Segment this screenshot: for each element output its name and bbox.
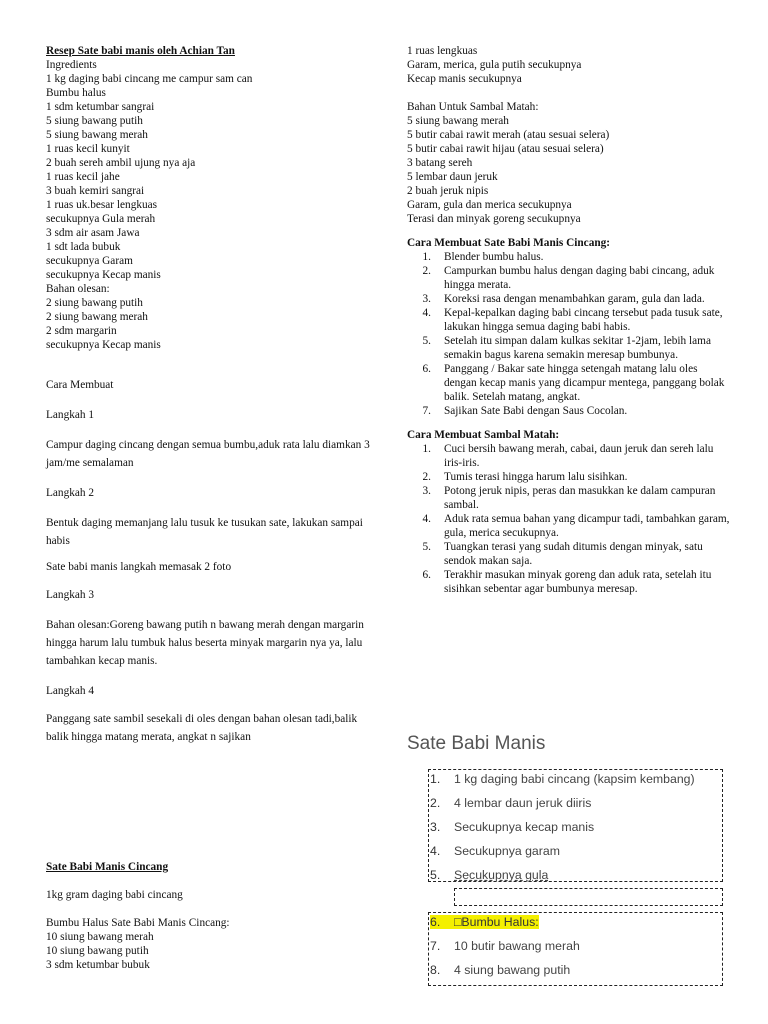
sambal-step: 1. Cuci bersih bawang merah, cabai, daun jeruk dan sereh lalu iris-iris. [422,443,714,469]
step-1-text: Campur daging cincang dengan semua bumbu,aduk rata lalu diamkan 3 jam/me semalaman [46,439,370,469]
ingredient-line: 2 siung bawang merah [46,311,148,323]
web-snippet-title: Sate Babi Manis [407,733,546,754]
bumbu-line: Bumbu Halus Sate Babi Manis Cincang: [46,917,230,929]
sambal-line: Garam, gula dan merica secukupnya [407,199,572,211]
ingredient-line: secukupnya Garam [46,255,133,267]
ingredient-line: 2 buah sereh ambil ujung nya aja [46,157,196,169]
step-1-title: Langkah 1 [46,409,94,421]
web-list-item-highlighted: 6. □Bumbu Halus: [430,915,539,929]
ingredient-line: 3 sdm air asam Jawa [46,227,140,239]
step-3-text: Bahan olesan:Goreng bawang putih n bawang merah dengan margarin hingga harum lalu tumbuk halus beserta minyak margarin nya ya, lalu tambahkan kecap manis. [46,619,364,667]
sambal-line: Terasi dan minyak goreng secukupnya [407,213,581,225]
web-list-item: 2. 4 lembar daun jeruk diiris [430,796,592,810]
web-list-item: 7. 10 butir bawang merah [430,939,580,953]
step-3-title: Langkah 3 [46,589,94,601]
ingredient-line: Garam, merica, gula putih secukupnya [407,59,582,71]
web-list-item: 8. 4 siung bawang putih [430,963,571,977]
sambal-step: 2. Tumis terasi hingga harum lalu sisihkan. [422,471,628,483]
web-list-item: 1. 1 kg daging babi cincang (kapsim kembang) [430,772,695,786]
bumbu-line: 3 sdm ketumbar bubuk [46,959,150,971]
section-2-title: Sate Babi Manis Cincang [46,861,169,873]
web-list-item: 3. Secukupnya kecap manis [430,820,595,834]
sate-method-heading: Cara Membuat Sate Babi Manis Cincang: [407,237,611,249]
ingredient-line: Bumbu halus [46,87,106,99]
section-2-meat: 1kg gram daging babi cincang [46,889,183,901]
ingredient-line: 1 ruas lengkuas [407,45,478,57]
ingredient-line: 5 siung bawang merah [46,129,148,141]
ingredient-list [46,58,376,352]
sambal-step: 3. Potong jeruk nipis, peras dan masukkan ke dalam campuran sambal. [422,485,716,511]
ingredient-line: 1 ruas kecil kunyit [46,143,130,155]
ingredient-line: Bahan olesan: [46,283,110,295]
sate-step: 2. Campurkan bumbu halus dengan daging babi cincang, aduk hingga merata. [422,265,715,291]
recipe-title: Resep Sate babi manis oleh Achian Tan [46,45,235,57]
photo-caption: Sate babi manis langkah memasak 2 foto [46,561,232,573]
sambal-line: 2 buah jeruk nipis [407,185,489,197]
sambal-step: 5. Tuangkan terasi yang sudah ditumis dengan minyak, satu sendok makan saja. [422,541,703,567]
bumbu-line: 10 siung bawang merah [46,931,154,943]
bumbu-line: 10 siung bawang putih [46,945,149,957]
sate-step: 4. Kepal-kepalkan daging babi cincang tersebut pada tusuk sate, lakukan hingga semua daging babi habis. [422,307,723,333]
step-4-text: Panggang sate sambil sesekali di oles dengan bahan olesan tadi,balik balik hingga matang merata, angkat n sajikan [46,713,358,743]
ingredient-line: 5 siung bawang putih [46,115,143,127]
web-list-item: 5. Secukupnya gula [430,868,549,882]
ingredient-line: 3 buah kemiri sangrai [46,185,145,197]
sate-method-steps [407,250,732,418]
step-4-title: Langkah 4 [46,685,94,697]
sambal-step: 4. Aduk rata semua bahan yang dicampur tadi, tambahkan garam, gula, merica secukupnya. [422,513,730,539]
ingredient-line: 1 ruas uk.besar lengkuas [46,199,158,211]
ingredient-line: 1 kg daging babi cincang me campur sam can [46,73,253,85]
ingredient-line: 1 ruas kecil jahe [46,171,120,183]
dashed-box [454,888,723,906]
method-title: Cara Membuat [46,379,114,391]
step-2-title: Langkah 2 [46,487,94,499]
sambal-line: 5 butir cabai rawit hijau (atau sesuai selera) [407,143,604,155]
step-2-text: Bentuk daging memanjang lalu tusuk ke tusukan sate, lakukan sampai habis [46,517,363,547]
web-list-item: 4. Secukupnya garam [430,844,560,858]
sambal-line: 5 butir cabai rawit merah (atau sesuai selera) [407,129,610,141]
sambal-method-heading: Cara Membuat Sambal Matah: [407,429,560,441]
sambal-line: 5 lembar daun jeruk [407,171,498,183]
ingredient-line: secukupnya Kecap manis [46,269,161,281]
right-column [407,44,732,596]
sambal-line: 3 batang sereh [407,157,473,169]
sambal-line: 5 siung bawang merah [407,115,509,127]
sambal-method-steps [407,442,732,596]
ingredient-line: 2 siung bawang putih [46,297,143,309]
ingredient-line: Ingredients [46,59,97,71]
ingredient-line: 2 sdm margarin [46,325,117,337]
sate-step: 7. Sajikan Sate Babi dengan Saus Cocolan. [422,405,628,417]
sate-step: 5. Setelah itu simpan dalam kulkas sekitar 1-2jam, lebih lama semakin bagus karena semakin meresap bumbunya. [422,335,711,361]
ingredient-line: secukupnya Kecap manis [46,339,161,351]
sambal-heading: Bahan Untuk Sambal Matah: [407,101,539,113]
sate-step: 1. Blender bumbu halus. [422,251,544,263]
left-column [46,44,376,972]
sate-step: 3. Koreksi rasa dengan menambahkan garam, gula dan lada. [422,293,705,305]
ingredient-line: 1 sdm ketumbar sangrai [46,101,155,113]
ingredient-line: Kecap manis secukupnya [407,73,522,85]
sambal-step: 6. Terakhir masukan minyak goreng dan aduk rata, setelah itu sisihkan sebentar agar bumbunya meresap. [422,569,712,595]
sate-step: 6. Panggang / Bakar sate hingga setengah matang lalu oles dengan kecap manis yang dicampur mentega, panggang bolak balik. Setelah matang, angkat. [422,363,725,403]
ingredient-line: 1 sdt lada bubuk [46,241,121,253]
ingredient-line: secukupnya Gula merah [46,213,156,225]
